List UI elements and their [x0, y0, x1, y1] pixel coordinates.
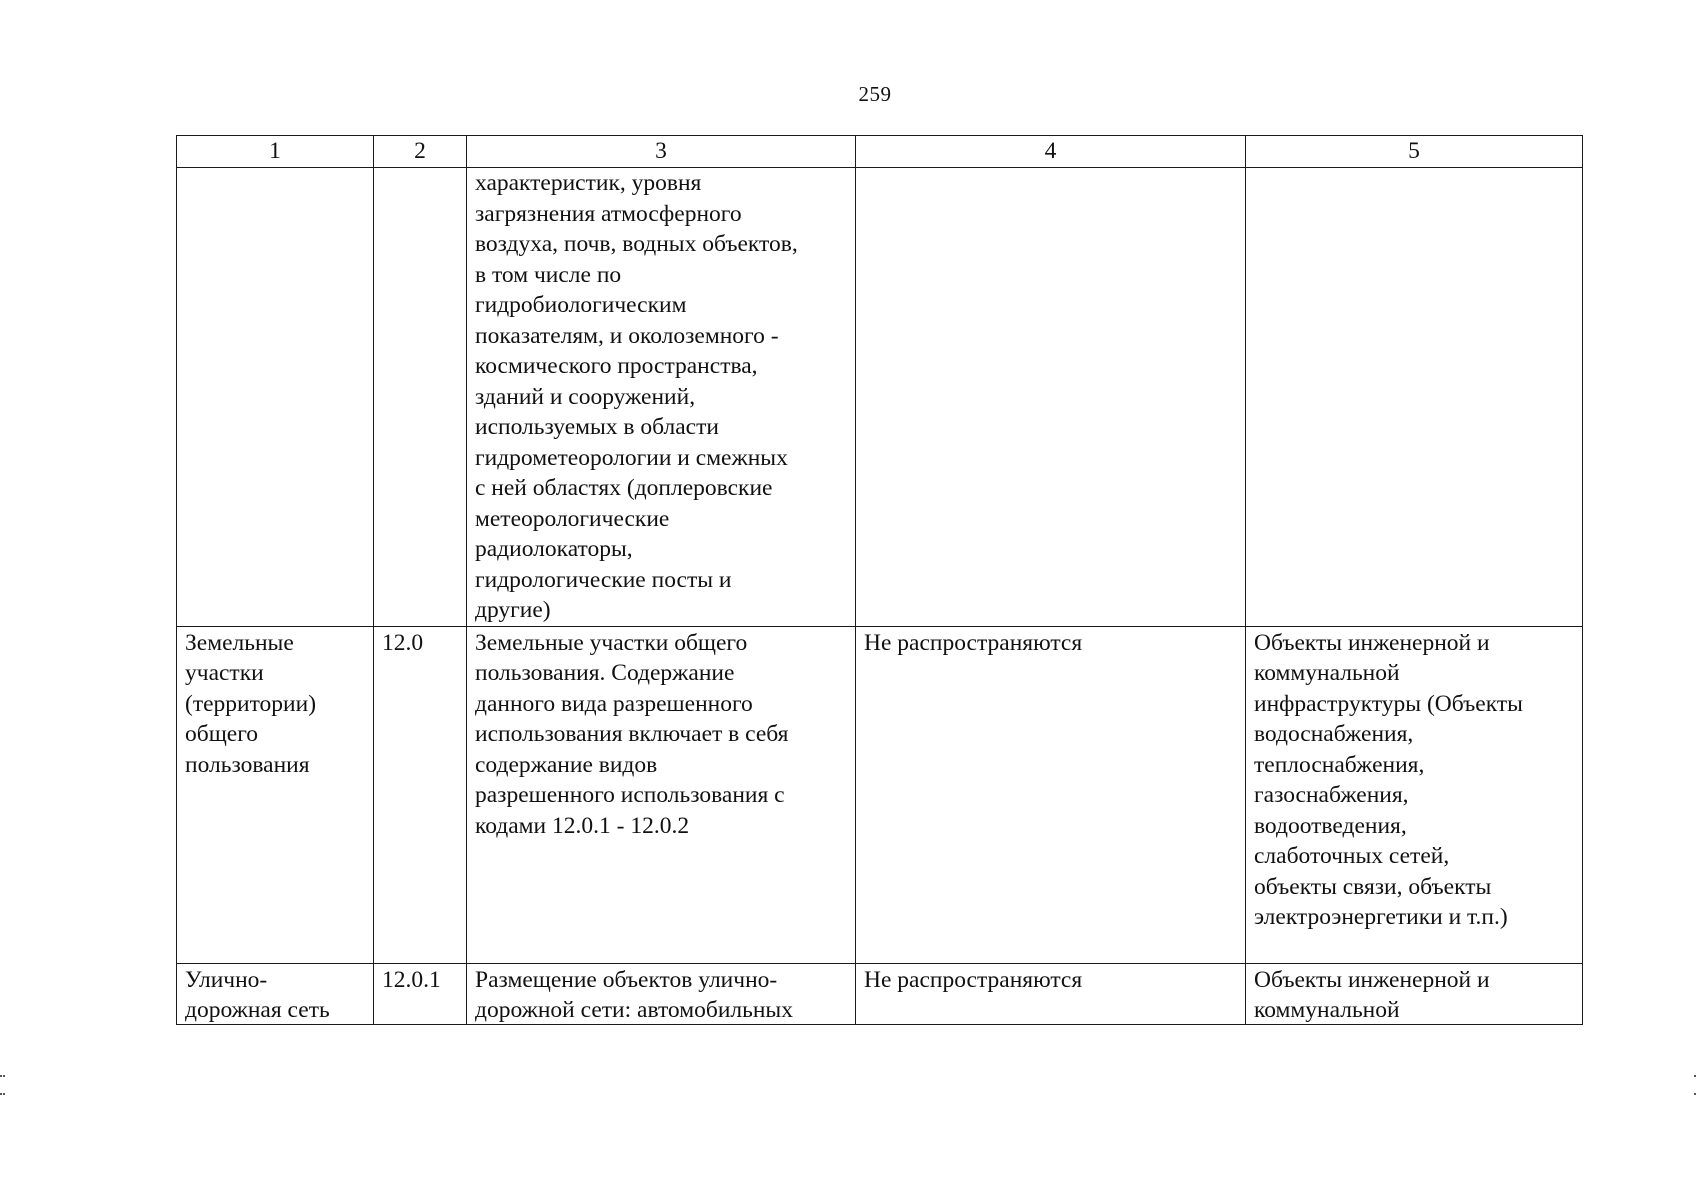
cell-description: Размещение объектов улично- дорожной сети: автомобильных [467, 963, 856, 1024]
cell-restrictions [856, 168, 1246, 627]
column-header-1: 1 [177, 136, 374, 168]
column-header-2: 2 [374, 136, 467, 168]
cell-name: Земельные участки (территории) общего пользования [177, 626, 374, 963]
cell-name: Улично- дорожная сеть [177, 963, 374, 1024]
cell-description: характеристик, уровня загрязнения атмосферного воздуха, почв, водных объектов, в том числе по гидробиологическим показателям, и околоземного - космического пространства, зданий и сооружений, используемых в области гидрометеорологии и смежных с ней областях (доплеровские метеорологические радиолокаторы, гидрологические посты и другие) [467, 168, 856, 627]
table-row [177, 168, 1583, 627]
cell-code: 12.0 [374, 626, 467, 963]
column-header-3: 3 [467, 136, 856, 168]
table-header-row [177, 136, 1583, 168]
cell-description: Земельные участки общего пользования. Содержание данного вида разрешенного использования включает в себя содержание видов разрешенного использования с кодами 12.0.1 - 12.0.2 [467, 626, 856, 963]
cell-restrictions: Не распространяются [856, 963, 1246, 1024]
column-header-5: 5 [1246, 136, 1583, 168]
cell-code: 12.0.1 [374, 963, 467, 1024]
cell-restrictions: Не распространяются [856, 626, 1246, 963]
cell-name [177, 168, 374, 627]
cell-objects [1246, 168, 1583, 627]
zoning-table [176, 135, 1583, 1025]
table-row [177, 626, 1583, 963]
cell-objects: Объекты инженерной и коммунальной инфраструктуры (Объекты водоснабжения, теплоснабжения, газоснабжения, водоотведения, слаботочных сетей, объекты связи, объекты электроэнергетики и т.п.) [1246, 626, 1583, 963]
table-row [177, 963, 1583, 1024]
column-header-4: 4 [856, 136, 1246, 168]
page-number: 259 [858, 82, 892, 106]
cell-code [374, 168, 467, 627]
cell-objects: Объекты инженерной и коммунальной [1246, 963, 1583, 1024]
scan-edge-mark-left [0, 1075, 3, 1095]
